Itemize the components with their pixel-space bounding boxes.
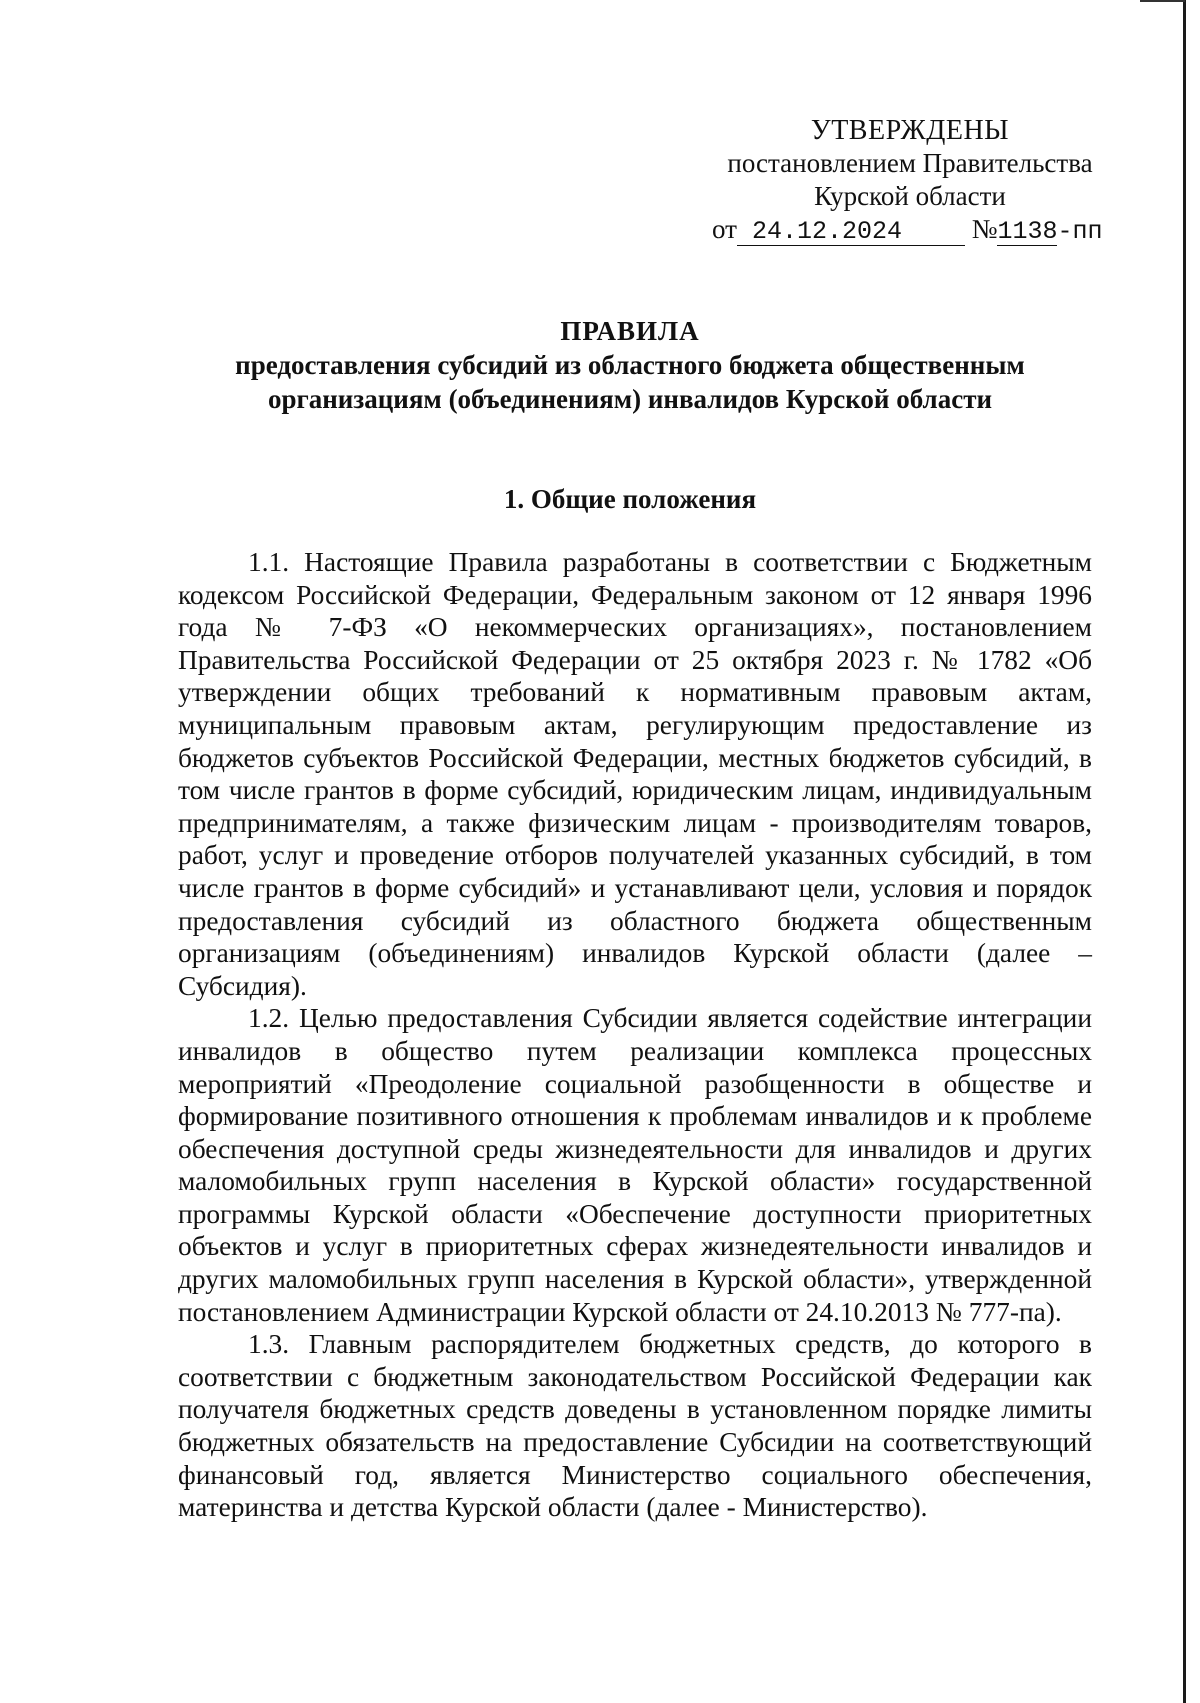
approval-line-2: Курской области xyxy=(814,181,1006,211)
approval-block xyxy=(690,114,1130,248)
title-main: ПРАВИЛА xyxy=(560,316,700,346)
approval-number: 1138 xyxy=(997,217,1058,246)
paragraph-1-1: 1.1. Настоящие Правила разработаны в соответствии с Бюджетным кодексом Российской Федерации, Федеральным законом от 12 января 1996 года № 7-ФЗ «О некоммерческих организациях», постановлением Правительства Российской Федерации от 25 октября 2023 г. № 1782 «Об утверждении общих требований к нормативным правовым актам, муниципальным правовым актам, регулирующим предоставление из бюджетов субъектов Российской Федерации, местных бюджетов субсидий, в том числе грантов в форме субсидий, юридическим лицам, индивидуальным предпринимателям, а также физическим лицам - производителям товаров, работ, услуг и проведение отборов получателей указанных субсидий, в том числе грантов в форме субсидий» и устанавливают цели, условия и порядок предоставления субсидий из областного бюджета общественным организациям (объединениям) инвалидов Курской области (далее – Субсидия). xyxy=(178,547,1092,1001)
approval-date: 24.12.2024 xyxy=(751,217,902,246)
number-suffix: -пп xyxy=(1057,217,1103,246)
number-prefix: № xyxy=(971,214,998,244)
paragraph-1-3: 1.3. Главным распорядителем бюджетных средств, до которого в соответствии с бюджетным законодательством Российской Федерации как получателя бюджетных средств доведены в установленном порядке лимиты бюджетных обязательств на предоставление Субсидии на соответствующий финансовый год, является Министерство социального обеспечения, материнства и детства Курской области (далее - Министерство). xyxy=(178,1329,1092,1523)
approval-date-line xyxy=(690,213,1130,248)
paragraph-1-2: 1.2. Целью предоставления Субсидии является содействие интеграции инвалидов в общество путем реализации комплекса процессных мероприятий «Преодоление социальной разобщенности в обществе и формирование позитивного отношения к проблемам инвалидов и к проблеме обеспечения доступной среды жизнедеятельности для инвалидов и других маломобильных групп населения в Курской области» государственной программы Курской области «Обеспечение доступности приоритетных объектов и услуг в приоритетных сферах жизнедеятельности инвалидов и других маломобильных групп населения в Курской области», утвержденной постановлением Администрации Курской области от 24.10.2013 № 777-па). xyxy=(178,1003,1092,1327)
approval-date-field xyxy=(737,219,965,246)
document-body xyxy=(178,546,1092,1524)
title-subtitle-line-2: организациям (объединениям) инвалидов Курской области xyxy=(267,384,993,414)
document-title xyxy=(180,314,1080,416)
section-heading: 1. Общие положения xyxy=(503,484,757,514)
date-prefix: от xyxy=(712,214,737,244)
approval-line-1: постановлением Правительства xyxy=(727,148,1093,178)
scan-page-edge xyxy=(1183,0,1186,1703)
approved-heading: УТВЕРЖДЕНЫ xyxy=(810,115,1010,146)
title-subtitle-line-1: предоставления субсидий из областного бюджета общественным xyxy=(235,350,1025,380)
scan-page-edge-top xyxy=(1140,0,1185,2)
